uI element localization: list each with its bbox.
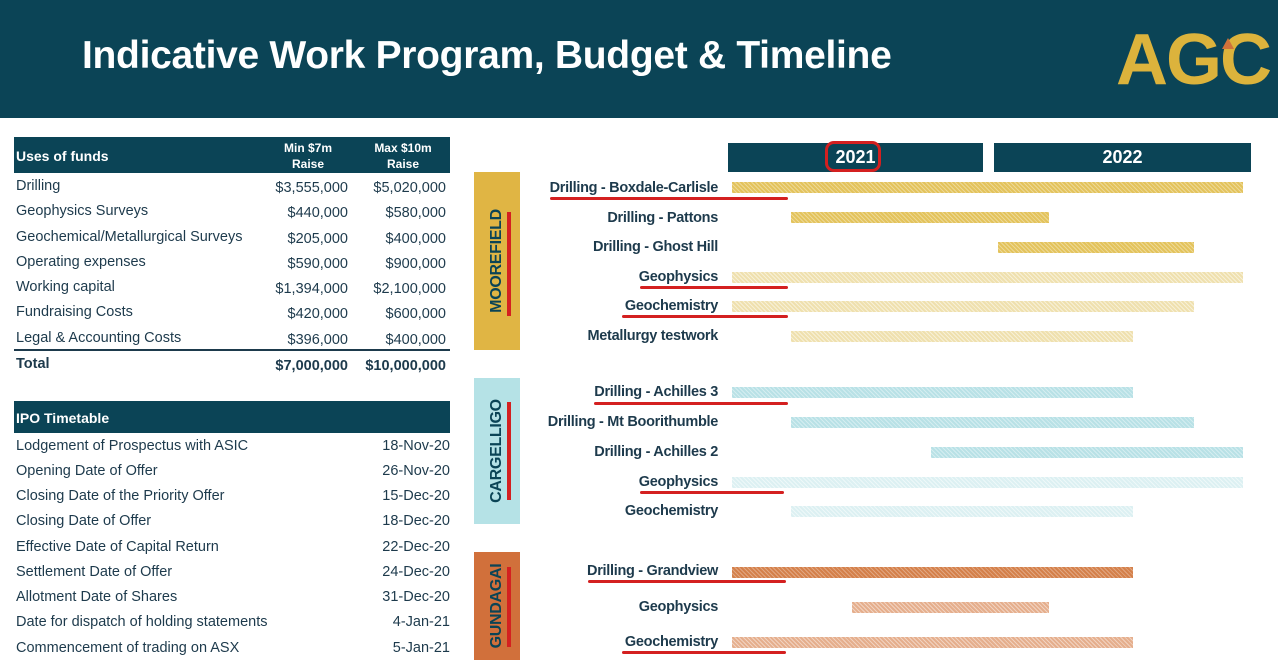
ipo-row-date: 26-Nov-20 <box>382 463 450 479</box>
ipo-row <box>16 463 450 487</box>
funds-total-min: $7,000,000 <box>275 358 348 374</box>
ipo-row-date: 22-Dec-20 <box>382 539 450 555</box>
activity-label: Drilling - Grandview <box>587 563 718 579</box>
funds-row-max: $900,000 <box>385 256 446 272</box>
region-label: GUNDAGAI <box>488 563 505 649</box>
activity-label: Drilling - Boxdale-Carlisle <box>549 180 718 196</box>
gantt-bar <box>852 602 1049 613</box>
ipo-row-label: Allotment Date of Shares <box>16 589 178 605</box>
activity-label: Drilling - Achilles 2 <box>594 444 718 460</box>
funds-row <box>16 279 450 303</box>
ipo-row <box>16 614 450 638</box>
funds-row-max: $400,000 <box>385 231 446 247</box>
company-logo: AGC <box>1116 20 1270 100</box>
ipo-row-label: Settlement Date of Offer <box>16 564 173 580</box>
ipo-header-label: IPO Timetable <box>16 410 110 426</box>
header-banner <box>0 0 1278 118</box>
ipo-row-date: 5-Jan-21 <box>392 640 450 656</box>
activity-label: Geochemistry <box>624 634 718 650</box>
activity-label: Drilling - Achilles 3 <box>594 384 718 400</box>
total-divider <box>14 349 450 351</box>
funds-total-label: Total <box>16 356 50 372</box>
ipo-row-date: 18-Nov-20 <box>382 438 450 454</box>
funds-row <box>16 304 450 328</box>
activity-label: Geochemistry <box>624 298 718 314</box>
funds-row-label: Working capital <box>16 279 115 295</box>
activity-label: Drilling - Pattons <box>607 210 718 226</box>
funds-row-label: Operating expenses <box>16 254 146 270</box>
funds-total-max: $10,000,000 <box>365 358 446 374</box>
activity-highlight-underline <box>622 651 786 654</box>
ipo-row <box>16 640 450 664</box>
funds-table-header <box>14 137 450 173</box>
funds-row-max: $5,020,000 <box>373 180 446 196</box>
ipo-row-date: 31-Dec-20 <box>382 589 450 605</box>
ipo-row-label: Opening Date of Offer <box>16 463 158 479</box>
ipo-row-label: Lodgement of Prospectus with ASIC <box>16 438 249 454</box>
activity-highlight-underline <box>594 402 788 405</box>
region-label: CARGELLIGO <box>488 399 505 503</box>
activity-label: Drilling - Mt Boorithumble <box>547 414 718 430</box>
ipo-row-date: 24-Dec-20 <box>382 564 450 580</box>
funds-row-min: $590,000 <box>287 256 348 272</box>
year-highlight-circle <box>825 141 881 172</box>
funds-header-min: Min $7m Raise <box>283 141 332 171</box>
activity-label: Drilling - Ghost Hill <box>592 239 718 255</box>
gantt-bar <box>732 637 1133 648</box>
gantt-bar <box>791 212 1049 223</box>
gantt-bar <box>732 567 1133 578</box>
gantt-bar <box>998 242 1195 253</box>
funds-row <box>16 203 450 227</box>
ipo-row-label: Closing Date of the Priority Offer <box>16 488 225 504</box>
funds-row-min: $205,000 <box>287 231 348 247</box>
ipo-row-date: 4-Jan-21 <box>392 614 450 630</box>
funds-row-min: $440,000 <box>287 205 348 221</box>
ipo-row <box>16 513 450 537</box>
region-label: MOOREFIELD <box>488 209 505 313</box>
gantt-bar <box>732 387 1133 398</box>
page-title: Indicative Work Program, Budget & Timeline <box>82 34 892 77</box>
ipo-row <box>16 564 450 588</box>
funds-row-min: $1,394,000 <box>275 281 348 297</box>
gantt-bar <box>732 477 1243 488</box>
funds-row-label: Geophysics Surveys <box>16 203 149 219</box>
activity-label: Geophysics <box>638 269 718 285</box>
logo-triangle-icon <box>1222 38 1234 49</box>
activity-highlight-underline <box>640 491 784 494</box>
gantt-bar <box>931 447 1243 458</box>
activity-highlight-underline <box>622 315 788 318</box>
funds-row-label: Geochemical/Metallurgical Surveys <box>16 229 243 245</box>
activity-label: Geophysics <box>638 474 718 490</box>
activity-label: Geochemistry <box>624 503 718 519</box>
funds-row <box>16 254 450 278</box>
ipo-row-label: Effective Date of Capital Return <box>16 539 219 555</box>
funds-header-max: Max $10m Raise <box>374 141 432 171</box>
gantt-bar <box>732 301 1194 312</box>
year-header-2022: 2022 <box>994 143 1251 172</box>
funds-row-min: $396,000 <box>287 332 348 348</box>
ipo-row-date: 18-Dec-20 <box>382 513 450 529</box>
funds-row-max: $580,000 <box>385 205 446 221</box>
gantt-bar <box>791 506 1133 517</box>
funds-row <box>16 229 450 253</box>
region-moorefield <box>474 172 520 350</box>
ipo-table-header <box>14 401 450 433</box>
funds-row-min: $3,555,000 <box>275 180 348 196</box>
ipo-row-label: Commencement of trading on ASX <box>16 640 240 656</box>
funds-header-label: Uses of funds <box>16 148 109 164</box>
ipo-row <box>16 488 450 512</box>
ipo-row <box>16 589 450 613</box>
funds-row-max: $2,100,000 <box>373 281 446 297</box>
ipo-row <box>16 539 450 563</box>
ipo-row <box>16 438 450 462</box>
gantt-bar <box>732 272 1243 283</box>
activity-label: Metallurgy testwork <box>587 328 718 344</box>
activity-highlight-underline <box>550 197 788 200</box>
ipo-row-label: Date for dispatch of holding statements <box>16 614 268 630</box>
activity-highlight-underline <box>640 286 788 289</box>
funds-row-min: $420,000 <box>287 306 348 322</box>
funds-row-max: $400,000 <box>385 332 446 348</box>
funds-row-label: Fundraising Costs <box>16 304 133 320</box>
funds-total-row <box>16 356 450 380</box>
gantt-bar <box>791 331 1133 342</box>
gantt-bar <box>791 417 1195 428</box>
funds-row <box>16 178 450 202</box>
funds-row-label: Legal & Accounting Costs <box>16 330 182 346</box>
funds-row-label: Drilling <box>16 178 61 194</box>
funds-row-max: $600,000 <box>385 306 446 322</box>
gantt-bar <box>732 182 1243 193</box>
ipo-row-date: 15-Dec-20 <box>382 488 450 504</box>
activity-highlight-underline <box>588 580 786 583</box>
year-header-2021: 2021 <box>728 143 983 172</box>
ipo-row-label: Closing Date of Offer <box>16 513 152 529</box>
activity-label: Geophysics <box>638 599 718 615</box>
